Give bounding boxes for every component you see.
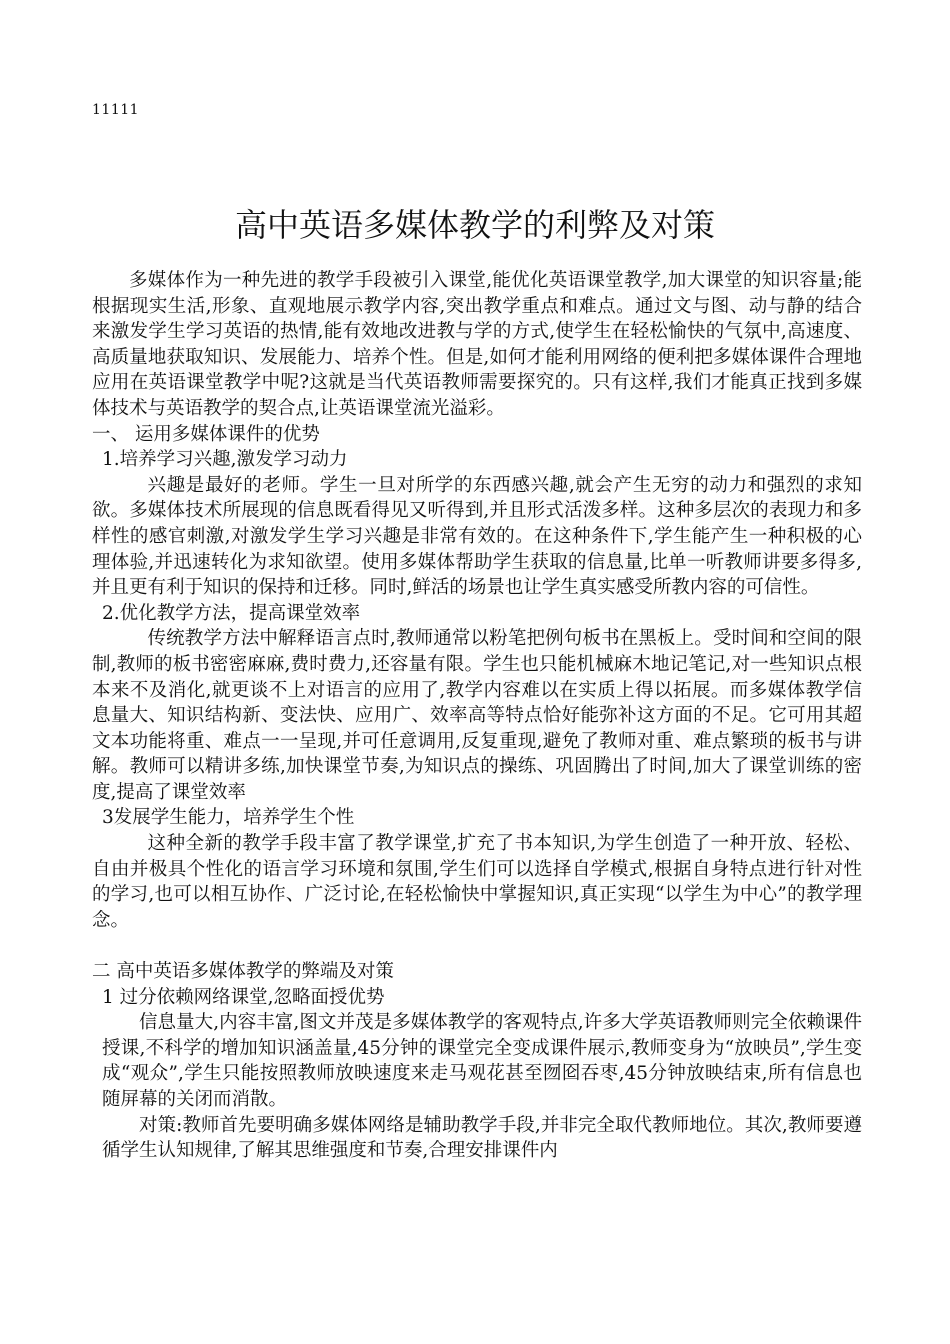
section-1-item-2-text: 传统教学方法中解释语言点时,教师通常以粉笔把例句板书在黑板上。受时间和空间的限制,教师的板书密密麻麻,费时费力,还容量有限。学生也只能机械麻木地记笔记,对一些知识点根本来不及消化,就更谈不上对语言的应用了,教学内容难以在实质上得以拓展。而多媒体教学信息量大、知识结构新、变法快、应用广、效率高等特点恰好能弥补这方面的不足。它可用其超文本功能将重、难点一一呈现,并可任意调用,反复重现,避免了教师对重、难点繁琐的板书与讲解。教师可以精讲多练,加快课堂节奏,为知识点的操练、巩固腾出了时间,加大了课堂训练的密度,提高了课堂效率	[92, 628, 862, 803]
section-1-heading: 一、 运用多媒体课件的优势	[92, 423, 320, 445]
intro-paragraph: 多媒体作为一种先进的教学手段被引入课堂,能优化英语课堂教学,加大课堂的知识容量;能根据现实生活,形象、直观地展示教学内容,突出教学重点和难点。通过文与图、动与静的结合来激发学生学习英语的热情,能有效地改进教与学的方式,使学生在轻松愉快的气氛中,高速度、高质量地获取知识、发展能力、培养个性。但是,如何才能利用网络的便利把多媒体课件合理地应用在英语课堂教学中呢?这就是当代英语教师需要探究的。只有这样,我们才能真正找到多媒体技术与英语教学的契合点,让英语课堂流光溢彩。	[92, 270, 862, 419]
section-spacer	[92, 933, 862, 959]
section-2-heading: 二 高中英语多媒体教学的弊端及对策	[92, 961, 394, 983]
section-1-item-3-text: 这种全新的教学手段丰富了教学课堂,扩充了书本知识,为学生创造了一种开放、轻松、自由并极具个性化的语言学习环境和氛围,学生们可以选择自学模式,根据自身特点进行针对性的学习,也可以相互协作、广泛讨论,在轻松愉快中掌握知识,真正实现“以学生为中心”的教学理念。	[92, 833, 862, 931]
page-id: 11111	[92, 102, 140, 118]
document-body	[92, 268, 862, 1164]
document-title: 高中英语多媒体教学的利弊及对策	[234, 206, 715, 244]
section-2-item-1-strategy: 对策:教师首先要明确多媒体网络是辅助教学手段,并非完全取代教师地位。其次,教师要遵循学生认知规律,了解其思维强度和节奏,合理安排课件内	[102, 1114, 862, 1162]
section-1-item-1-text: 兴趣是最好的老师。学生一旦对所学的东西感兴趣,就会产生无穷的动力和强烈的求知欲。多媒体技术所展现的信息既看得见又听得到,并且形式活泼多样。这种多层次的表现力和多样性的感官刺激,对激发学生学习兴趣是非常有效的。在这种条件下,学生能产生一种积极的心理体验,并迅速转化为求知欲望。使用多媒体帮助学生获取的信息量,比单一听教师讲要多得多,并且更有利于知识的保持和迁移。同时,鲜活的场景也让学生真实感受所教内容的可信性。	[92, 474, 862, 599]
section-1-item-3-heading: 3发展学生能力，培养学生个性	[102, 807, 355, 829]
section-1-item-2-heading: 2.优化教学方法，提高课堂效率	[102, 602, 361, 624]
section-2-item-1-text: 信息量大,内容丰富,图文并茂是多媒体教学的客观特点,许多大学英语教师则完全依赖课件授课,不科学的增加知识涵盖量,45分钟的课堂完全变成课件展示,教师变身为“放映员”,学生变成“观众”,学生只能按照教师放映速度来走马观花甚至囫囵吞枣,45分钟放映结束,所有信息也随屏幕的关闭而消散。	[102, 1012, 862, 1110]
section-1-item-1-heading: 1.培养学习兴趣,激发学习动力	[102, 449, 348, 471]
section-2-item-1-heading: 1 过分依赖网络课堂,忽略面授优势	[102, 986, 385, 1008]
